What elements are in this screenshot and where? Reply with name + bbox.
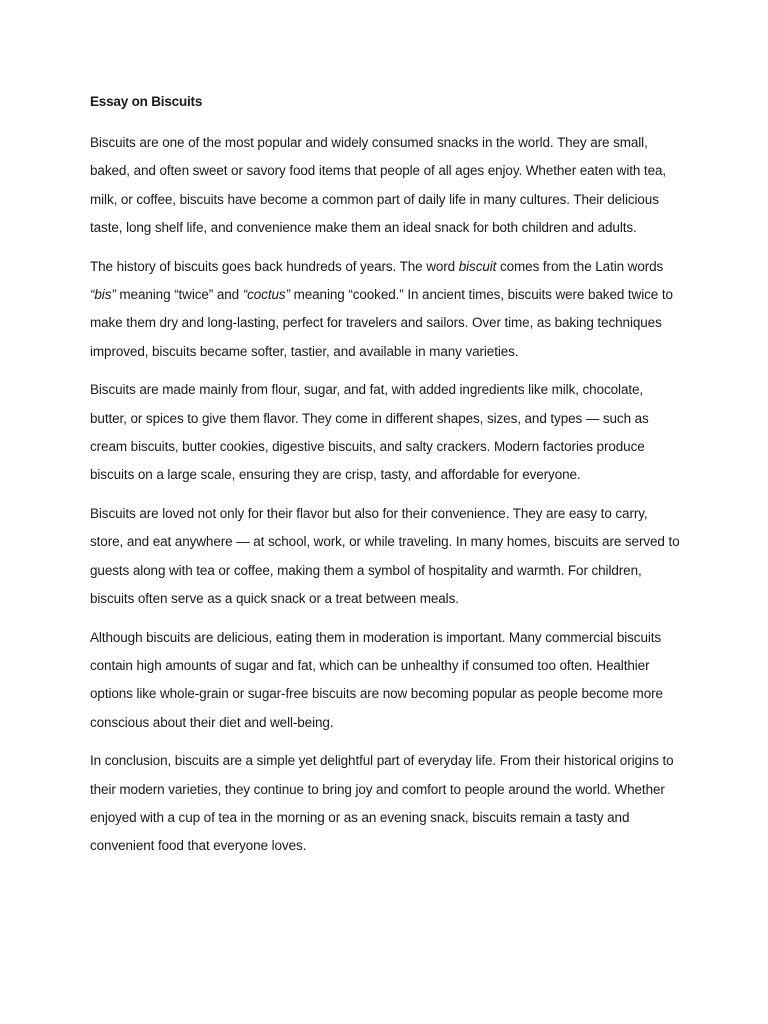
italic-term-bis: “bis”	[90, 287, 116, 303]
document-page	[90, 92, 680, 871]
paragraph-text: The history of biscuits goes back hundreds of years. The word	[90, 258, 459, 274]
paragraph-text: Biscuits are loved not only for their flavor but also for their convenience. They are easy to carry, store, and eat anywhere — at school, work, or while traveling. In many homes, biscuits are served to guests along with tea or coffee, making them a symbol of hospitality and warmth. For children, biscuits often serve as a quick snack or a treat between meals.	[90, 505, 680, 607]
paragraph-conclusion	[90, 747, 680, 861]
paragraph-text: comes from the Latin words	[496, 258, 664, 274]
italic-term-biscuit: biscuit	[458, 258, 497, 274]
paragraph-text: Biscuits are made mainly from flour, sugar, and fat, with added ingredients like milk, chocolate, butter, or spices to give them flavor. They come in different shapes, sizes, and types — such as cream biscuits, butter cookies, digestive biscuits, and salty crackers. Modern factories produce biscuits on a large scale, ensuring they are crisp, tasty, and affordable for everyone.	[90, 382, 649, 483]
paragraph-text: meaning “cooked.” In ancient times, biscuits were baked twice to make them dry and long-lasting, perfect for travelers and sailors. Over time, as baking techniques improved, biscuits became softer, tastier, and available in many varieties.	[90, 287, 673, 359]
paragraph-convenience	[90, 500, 680, 614]
paragraph-ingredients	[90, 376, 680, 490]
paragraph-history	[90, 253, 680, 367]
paragraph-text: Although biscuits are delicious, eating them in moderation is important. Many commercial biscuits contain high amounts of sugar and fat, which can be unhealthy if consumed too often. Healthier options like whole-grain or sugar-free biscuits are now becoming popular as people become more conscious about their diet and well-being.	[90, 629, 663, 730]
italic-term-coctus: “coctus”	[242, 287, 290, 303]
paragraph-text: In conclusion, biscuits are a simple yet delightful part of everyday life. From their historical origins to their modern varieties, they continue to bring joy and comfort to people around the world. Whether enjoyed with a cup of tea in the morning or as an evening snack, biscuits remain a tasty and convenient food that everyone loves.	[90, 753, 674, 854]
document-title: Essay on Biscuits	[90, 94, 203, 109]
paragraph-health	[90, 624, 680, 738]
paragraph-introduction	[90, 129, 680, 243]
paragraph-text: Biscuits are one of the most popular and widely consumed snacks in the world. They are small, baked, and often sweet or savory food items that people of all ages enjoy. Whether eaten with tea, milk, or coffee, biscuits have become a common part of daily life in many cultures. Their delicious taste, long shelf life, and convenience make them an ideal snack for both children and adults.	[90, 135, 667, 236]
paragraph-text: meaning “twice” and	[115, 287, 243, 303]
